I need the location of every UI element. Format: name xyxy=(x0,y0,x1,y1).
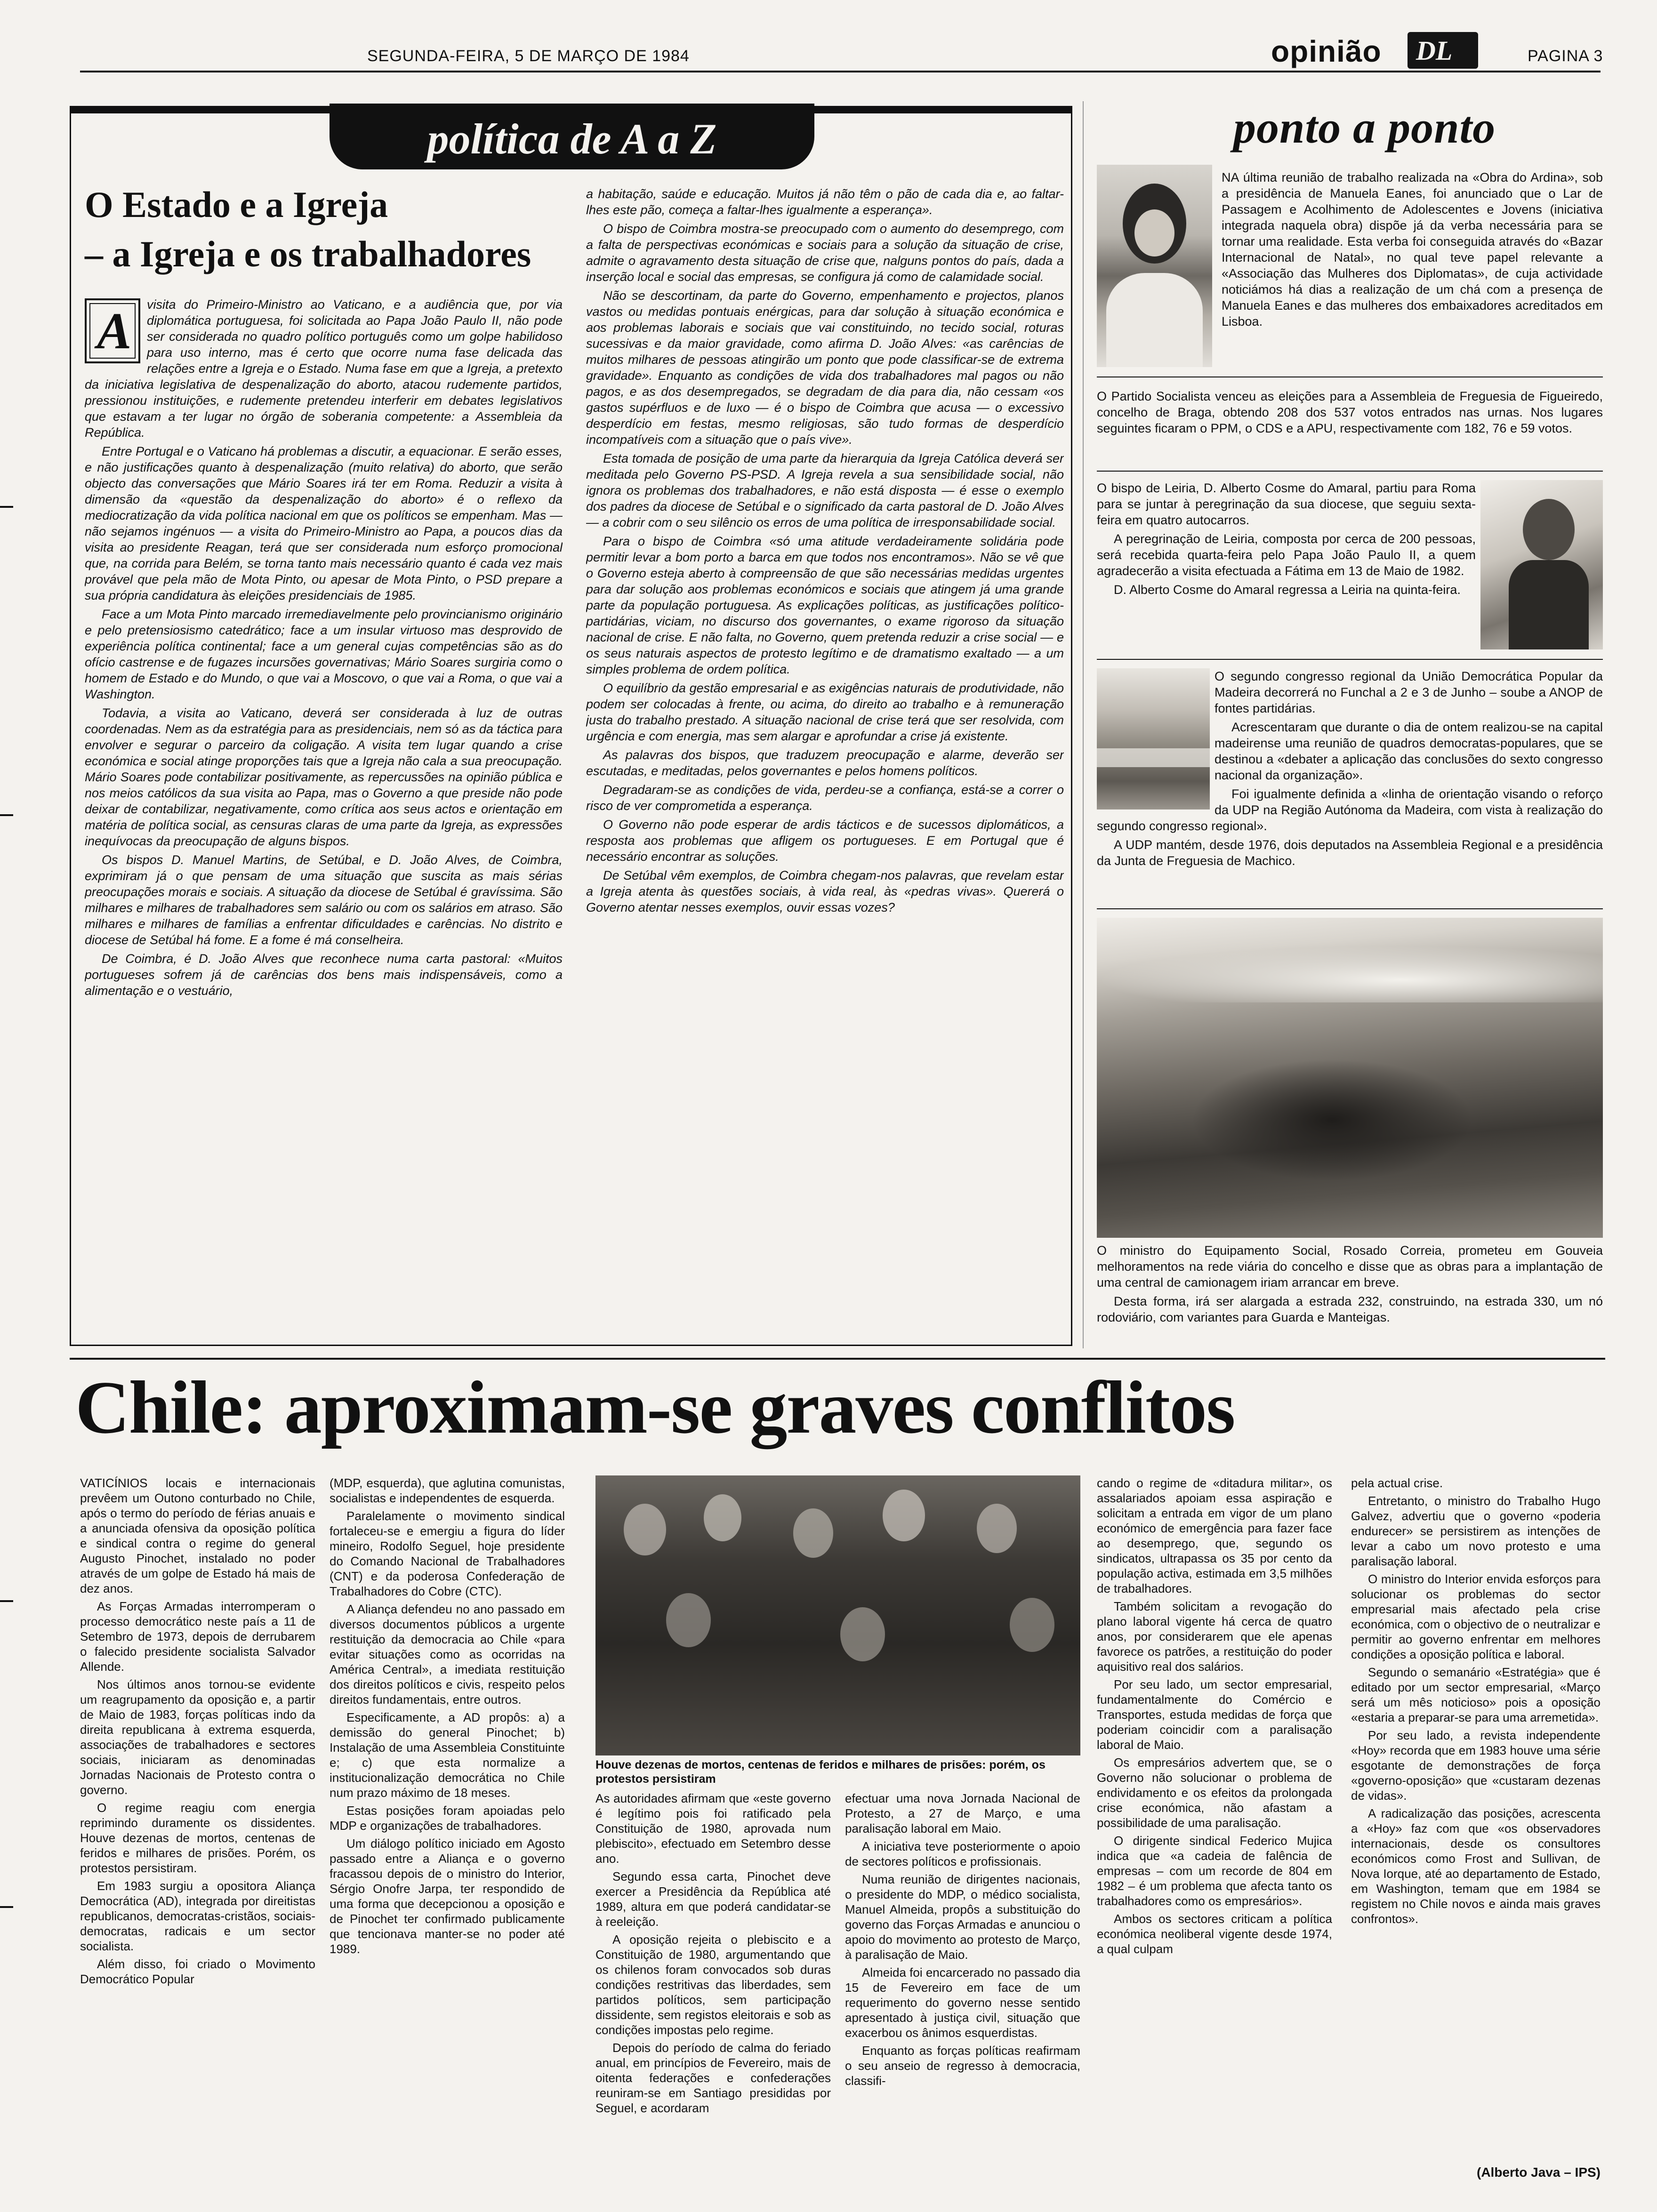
paragraph: As autoridades afirmam que «este governo é legítimo pois foi ratificado pela Constituição de 1980, aprovada num plebiscito», efectuado em Setembro desse ano. xyxy=(595,1791,831,1866)
paragraph: cando o regime de «ditadura militar», os assalariados apoiam essa aspiração e solicitam a entrada em vigor de um plano económico de emergência para fazer face ao desemprego, que, segundo os sindicatos, ultrapassa os 35 por cento da população activa, estimada em 3,5 milhões de trabalhadores. xyxy=(1097,1476,1332,1595)
margin-mark xyxy=(0,1906,13,1908)
paragraph: Almeida foi encarcerado no passado dia 15 de Fevereiro em face de um requerimento do governo nesse sentido apresentado à justiça civil, situação que exacerbou os ânimos esquerdistas. xyxy=(845,1965,1080,2040)
paragraph: Segundo o semanário «Estratégia» que é editado por um sector empresarial, «Março será um mês noticioso» pois a oposição «estaria a preparar-se para uma arremetida». xyxy=(1351,1665,1601,1724)
paragraph: Por seu lado, um sector empresarial, fundamentalmente do Comércio e Transportes, estuda medidas de força que poderiam coincidir com a paralisação laboral de Maio. xyxy=(1097,1677,1332,1752)
chile-headline: Chile: aproximam-se graves conflitos xyxy=(75,1365,1235,1449)
paragraph: De Setúbal vêm exemplos, de Coimbra chegam-nos palavras, que revelam estar a Igreja atenta às questões sociais, à vida real, às «pedras vivas». Quererá o Governo atentar nesses exemplos, ouvir essas vozes? xyxy=(586,868,1064,914)
paragraph: A oposição rejeita o plebiscito e a Constituição de 1980, argumentando que os chilenos foram convocados sob duras condições restritivas das liberdades, sem partidos políticos, sem participação dissidente, sem registos eleitorais e sob as condições impostas pelo regime. xyxy=(595,1932,831,2037)
paragraph: O Governo não pode esperar de ardis tácticos e de sucessos diplomáticos, a resposta aos problemas que afligem os portugueses. E em Portugal que é necessário encontrar as soluções. xyxy=(586,817,1064,864)
logo-text: DL xyxy=(1416,35,1453,66)
newspaper-logo xyxy=(1408,32,1478,69)
paragraph: O dirigente sindical Federico Mujica indica que «a cadeia de falência de empresas – com um recorde de 804 em 1982 – é um problema que afecta tanto os trabalhadores como os empresários». xyxy=(1097,1834,1332,1908)
ponto-item-4 xyxy=(1097,668,1603,904)
paragraph: A radicalização das posições, acrescenta a «Hoy» faz com que «os observadores internacionais, desde os consultores económicos como Frost and Sullivan, de Nova Iorque, até ao departamento de Estado, em Washington, temam que em 1984 se registem no Chile novos e ainda mais graves confrontos». xyxy=(1351,1806,1601,1926)
politica-right-column xyxy=(586,186,1064,1339)
politica-banner-text: política de A a Z xyxy=(427,115,717,163)
paragraph: O Partido Socialista venceu as eleições para a Assembleia de Freguesia de Figueiredo, concelho de Braga, obtendo 208 dos 537 votos entrados nas urnas. Nos lugares seguintes ficaram o PPM, o CDS e a APU, respectivamente com 182, 76 e 59 votos. xyxy=(1097,389,1603,435)
paragraph: Especificamente, a AD propôs: a) a demissão do general Pinochet; b) Instalação de uma Assembleia Constituinte e; c) que esta normalize a institucionalização democrática no Chile num prazo máximo de 18 meses. xyxy=(330,1710,565,1800)
paragraph: Um diálogo político iniciado em Agosto passado entre a Aliança e o governo fracassou depois de o ministro do Interior, Sérgio Onofre Jarpa, ter respondido de uma forma que decepcionou a oposição e de Pinochet ter confirmado publicamente que tencionava manter-se no poder até 1989. xyxy=(330,1836,565,1956)
ponto-banner: ponto a ponto xyxy=(1233,102,1496,152)
margin-mark xyxy=(0,814,13,816)
divider xyxy=(1097,471,1603,472)
ponto-item-1 xyxy=(1222,169,1603,367)
paragraph: Os bispos D. Manuel Martins, de Setúbal, e D. João Alves, de Coimbra, exprimiram já o que pensam de uma situação que suscita as mais sérias preocupações morais e sociais. A situação da diocese de Setúbal é gravíssima. São milhares e milhares de trabalhadores sem salário ou com os salários em atraso. São milhares e milhares de famílias a enfrentar dificuldades e carências. No distrito e diocese de Setúbal há fome. E a fome é má conselheira. xyxy=(85,853,563,947)
gouveia-landscape-photo xyxy=(1097,918,1603,1238)
bishop-photo xyxy=(1480,480,1603,649)
chile-byline: (Alberto Java – IPS) xyxy=(1477,2165,1601,2180)
divider xyxy=(1097,659,1603,660)
paragraph: Acrescentaram que durante o dia de ontem realizou-se na capital madeirense uma reunião de quadros democratas-populares, que se destinou a «debater a aplicação das conclusões do sexto congresso nacional da organização». xyxy=(1215,720,1603,782)
paragraph: As palavras dos bispos, que traduzem preocupação e alarme, deverão ser escutadas, e meditadas, pelos governantes e pelos homens políticos. xyxy=(586,748,1064,778)
paragraph: pela actual crise. xyxy=(1351,1476,1443,1490)
paragraph: Estas posições foram apoiadas pelo MDP e organizações de trabalhadores. xyxy=(330,1803,565,1833)
ponto-item-2 xyxy=(1097,388,1603,468)
paragraph: efectuar uma nova Jornada Nacional de Protesto, a 27 de Março, e uma paralisação laboral em Maio. xyxy=(845,1791,1080,1835)
margin-mark xyxy=(0,1600,13,1602)
paragraph: O equilíbrio da gestão empresarial e as exigências naturais de produtividade, não podem ser colocadas à frente, ou acima, do direito ao trabalho e à remuneração justa do trabalho prestado. A situação nacional de crise terá que ser resolvida, com urgência e com energia, mas sem alargar e aprofundar a crise já existente. xyxy=(586,681,1064,743)
paragraph: Paralelamente o movimento sindical fortaleceu-se e emergiu a figura do líder mineiro, Rodolfo Seguel, hoje presidente do Comando Nacional de Trabalhadores (CNT) e da poderosa Confederação de Trabalhadores do Cobre (CTC). xyxy=(330,1509,565,1598)
chile-column-1 xyxy=(80,1475,315,2200)
protest-photo-caption: Houve dezenas de mortos, centenas de feridos e milhares de prisões: porém, os protestos persistiram xyxy=(595,1758,1046,1786)
paragraph: Numa reunião de dirigentes nacionais, o presidente do MDP, o médico socialista, Manuel Almeida, propôs a substituição do governo das Forças Armadas e anunciou o apoio do movimento ao protesto de Março, à paralisação de Maio. xyxy=(845,1872,1080,1962)
paragraph: Esta tomada de posição de uma parte da hierarquia da Igreja Católica deverá ser meditada pelo Governo PS-PSD. A Igreja revela a sua sensibilidade social, não ignora os problemas dos trabalhadores, e não está disposta — é esse o exemplo dos padres da diocese de Setúbal e o significado da carta pastoral de D. João Alves — a cobrir com o seu silêncio os erros de uma política de irresponsabilidade social. xyxy=(586,451,1064,529)
protest-photo xyxy=(595,1475,1080,1755)
paragraph: O segundo congresso regional da União Democrática Popular da Madeira decorrerá no Funchal a 2 e 3 de Junho – soube a ANOP de fontes partidárias. xyxy=(1215,669,1603,715)
paragraph: Também solicitam a revogação do plano laboral vigente há cerca de quatro anos, por considerarem que ele apenas favorece os patrões, a restituição do poder aquisitivo real dos salários. xyxy=(1097,1599,1332,1674)
divider xyxy=(1097,908,1603,909)
paragraph: O regime reagiu com energia reprimindo duramente os dissidentes. Houve dezenas de mortos, centenas de feridos e milhares de prisões. Porém, os protestos persistiram. xyxy=(80,1801,315,1875)
paragraph: Por seu lado, a revista independente «Hoy» recorda que em 1983 houve uma série esgotante de demonstrações de força «governo-oposição» que «custaram dezenas de vidas». xyxy=(1351,1728,1601,1803)
margin-mark xyxy=(0,506,13,508)
masthead xyxy=(0,0,1657,71)
paragraph: O ministro do Equipamento Social, Rosado Correia, prometeu em Gouveia melhoramentos na rede viária do concelho e disse que as obras para a implantação de uma central de camionagem iriam arrancar em breve. xyxy=(1097,1243,1603,1290)
paragraph: Todavia, a visita ao Vaticano, deverá ser considerada à luz de outras coordenadas. Nem as da estratégia para as presidenciais, nem só as da táctica para envolver e segurar o parceiro da coligação. A visita tem lugar quando a crise económica e social atinge proporções tais que a Igreja não cala a sua preocupação. Mário Soares pode contabilizar positivamente, as repercussões na opinião pública e nos meios católicos da sua visita ao Papa, mas o Governo a que preside não pode deixar de contabilizar, negativamente, como crítica aos seus actos e orientação em matéria de política social, as censuras claras de uma parte da Igreja, as expressões inequívocas da preocupação de alguns bispos. xyxy=(85,706,563,848)
section-title: opinião xyxy=(1271,34,1382,68)
chile-column-3 xyxy=(595,1791,831,2200)
paragraph: visita do Primeiro-Ministro ao Vaticano, e a audiência que, por via diplomática portuguesa, foi solicitada ao Papa João Paulo II, não pode ser considerada no quadro político português como um golpe habilidoso para uso interno, mas é certo que ocorre numa fase delicada das relações entre a Igreja e o Estado. Numa fase em que a Igreja, a pretexto da iniciativa legislativa de despenalização do aborto, atacou rudemente partidos, pressionou instituições, e rudemente pretendeu interferir em debates legislativos que estavam a ter lugar no órgão de soberania competente: a Assembleia da República. xyxy=(85,297,563,440)
paragraph: A peregrinação de Leiria, composta por cerca de 200 pessoas, será recebida quarta-feira pelo Papa João Paulo II, a quem agradecerão a visita efectuada a Fátima em 13 de Maio de 1982. xyxy=(1097,532,1476,578)
paragraph: A Aliança defendeu no ano passado em diversos documentos públicos a urgente restituição da democracia ao Chile «para evitar situações como as ocorridas na América Central», a imediata restituição dos direitos políticos e civis, respeito pelos direitos fundamentais, entre outros. xyxy=(330,1602,565,1707)
paragraph: Enquanto as forças políticas reafirmam o seu anseio de regresso à democracia, classifi- xyxy=(845,2044,1080,2088)
paragraph: Os empresários advertem que, se o Governo não solucionar o problema de endividamento e os efeitos da prolongada crise económica, não afastam a possibilidade de uma paralisação. xyxy=(1097,1755,1332,1830)
paragraph: O ministro do Interior envida esforços para solucionar os problemas do sector empresarial mais afectado pela crise económica, com o objectivo de o neutralizar e permitir ao governo enfrentar em melhores condições a oposição política e laboral. xyxy=(1351,1572,1601,1661)
paragraph: D. Alberto Cosme do Amaral regressa a Leiria na quinta-feira. xyxy=(1114,583,1461,597)
paragraph: NA última reunião de trabalho realizada na «Obra do Ardina», sob a presidência de Manuela Eanes, foi anunciado que o Lar de Passagem e Acolhimento de Adolescentes e Jovens (iniciativa integrada naquela obra) dispõe já da verba necessária para se tornar uma realidade. Esta verba foi conseguida através do «Bazar Internacional de Natal», no qual teve papel relevante a «Associação das Mulheres dos Diplomatas», de cuja actividade noticiámos há dias a realização de um chá com a presença de Manuela Eanes e das mulheres dos embaixadores acreditados em Lisboa. xyxy=(1222,170,1603,329)
paragraph: Face a um Mota Pinto marcado irremediavelmente pelo provincianismo originário e pelo pretensiosismo catedrático; face a um insular virtuoso mas desprovido de experiência política continental; face a um general cujas competências são as do ofício castrense e de fugazes incursões governativas; Mário Soares surgiria como o homem de Estado e do Mundo, o que vai a Moscovo, o que vai a Roma, o que vai a Washington. xyxy=(85,607,563,701)
paragraph: O bispo de Coimbra mostra-se preocupado com o aumento do desemprego, com a falta de perspectivas económicas e sociais para a solução da situação de crise, admite o agravamento desta situação de crise que, nalguns pontos do país, dada a inserção local e social das empresas, se configura já como de calamidade social. xyxy=(586,222,1064,284)
paragraph: Entre Portugal e o Vaticano há problemas a discutir, a equacionar. E serão esses, e não justificações quanto à despenalização (muito relativa) do aborto, que serão objecto das conversações que Mário Soares irá ter em Roma. Reduzir a visita à dimensão da «questão da despenalização do aborto» é o reflexo da mediocratização da vida política nacional em que os políticos se empenham. Mas — não sejamos ingénuos — a visita do Primeiro-Ministro ao Papa, a poucos dias da visita ao presidente Reagan, terá que ser considerada num esforço promocional que, na corrida para Belém, se torna tanto mais necessário quanto é cada vez mais provável que pela mão de Mota Pinto, ou apesar de Mota Pinto, o PSD prepare a sua própria candidatura às eleições presidenciais de 1985. xyxy=(85,444,563,602)
chile-column-5 xyxy=(1097,1475,1332,2200)
politica-headline-2: – a Igreja e os trabalhadores xyxy=(85,233,531,274)
paragraph: Além disso, foi criado o Movimento Democrático Popular xyxy=(80,1957,315,1986)
paragraph: VATICÍNIOS locais e internacionais prevêem um Outono conturbado no Chile, após o termo do período de férias anuais e a anunciada ofensiva da oposição política e sindical contra o regime do general Augusto Pinochet, instalado no poder através de um golpe de Estado há mais de dez anos. xyxy=(80,1476,315,1595)
chile-column-4 xyxy=(845,1791,1080,2200)
paragraph: Segundo essa carta, Pinochet deve exercer a Presidência da República até 1989, altura em que poderá candidatar-se à reeleição. xyxy=(595,1869,831,1929)
paragraph: Foi igualmente definida a «linha de orientação visando o reforço da UDP na Região Autónoma da Madeira, com vista à realização do segundo congresso regional». xyxy=(1097,787,1603,833)
paragraph: Ambos os sectores criticam a política económica neoliberal vigente desde 1974, a qual culpam xyxy=(1097,1912,1332,1956)
dropcap-letter: A xyxy=(97,302,132,360)
paragraph: (MDP, esquerda), que aglutina comunistas, socialistas e independentes de esquerda. xyxy=(330,1476,565,1505)
paragraph: Em 1983 surgiu a opositora Aliança Democrática (AD), integrada por direitistas republicanos, democratas-cristãos, sociais-democratas, radicais e um sector socialista. xyxy=(80,1879,315,1953)
ponto-item-5 xyxy=(1097,1242,1603,1341)
paragraph: De Coimbra, é D. João Alves que reconhece numa carta pastoral: «Muitos portugueses sofrem já de carências dos bens mais indispensáveis, como a alimentação e o vestuário, xyxy=(85,952,563,998)
politica-headline-1: O Estado e a Igreja xyxy=(85,184,388,225)
paragraph: Entretanto, o ministro do Trabalho Hugo Galvez, advertiu que o governo «poderia endurecer» se persistirem as intenções de levar a cabo um novo protesto e uma paralisação laboral. xyxy=(1351,1494,1601,1568)
paragraph: Desta forma, irá ser alargada a estrada 232, construindo, na estrada 330, um nó rodoviário, com variantes para Guarda e Manteigas. xyxy=(1097,1294,1603,1324)
chile-column-2 xyxy=(330,1475,565,2200)
chile-top-rule xyxy=(70,1358,1605,1360)
paragraph: A iniciativa teve posteriormente o apoio de sectores políticos e profissionais. xyxy=(845,1839,1080,1868)
politica-banner xyxy=(330,104,814,169)
masthead-date: SEGUNDA-FEIRA, 5 DE MARÇO DE 1984 xyxy=(367,47,690,65)
dropcap-box xyxy=(85,298,140,363)
ponto-item-3 xyxy=(1097,480,1476,659)
paragraph: a habitação, saúde e educação. Muitos já não têm o pão de cada dia e, ao faltar-lhes este pão, começa a faltar-lhes igualmente a esperança». xyxy=(586,187,1064,217)
chile-column-6 xyxy=(1351,1475,1601,2153)
paragraph: Depois do período de calma do feriado anual, em princípios de Fevereiro, mais de oitenta federações e confederações reuniram-se em Santiago presididas por Seguel, e acordaram xyxy=(595,2041,831,2115)
paragraph: Para o bispo de Coimbra «só uma atitude verdadeiramente solidária pode permitir levar a bom porto a barca em que todos nos encontramos». Não se vê que o Governo esteja aberto à compreensão de que são necessárias medidas urgentes para dar solução aos problemas económicos e sociais que atingem já uma grande parte da população portuguesa. As explicações políticas, as justificações político-partidárias, viciam, no discurso dos governantes, o exame rigoroso da situação nacional de crise. E não falta, no Governo, quem pretenda reduzir a crise social — e os seus naturais aspectos de protesto legítimo e de dramatismo exaltado — a um simples problema de ordem política. xyxy=(586,534,1064,676)
manuela-eanes-photo xyxy=(1097,165,1212,367)
politica-left-column xyxy=(85,297,563,1339)
paragraph: O bispo de Leiria, D. Alberto Cosme do Amaral, partiu para Roma para se juntar à peregrinação da sua diocese, que seguiu sexta-feira em quatro autocarros. xyxy=(1097,481,1476,527)
paragraph: Degradaram-se as condições de vida, perdeu-se a confiança, está-se a correr o risco de ver comprometida a esperança. xyxy=(586,783,1064,813)
page-number: PAGINA 3 xyxy=(1528,47,1603,65)
paragraph: Nos últimos anos tornou-se evidente um reagrupamento da oposição e, a partir de Maio de 1983, forças políticas indo da direita republicana à extrema esquerda, associações de trabalhadores e sectores sociais, iniciaram as denominadas Jornadas Nacionais de Protesto contra o governo. xyxy=(80,1677,315,1797)
paragraph: Não se descortinam, da parte do Governo, empenhamento e projectos, planos vastos ou medidas pontuais enérgicas, para dar solução à situação económica e aos problemas laborais e sociais que vai constituindo, no tecido social, roturas sucessivas e da maior gravidade, como afirma D. João Alves: «as carências de muitos milhares de pessoas atingirão um ponto que pode classificar-se de extrema gravidade». Enquanto as condições de vida dos trabalhadores mal pagos ou não pagos, e as dos desempregados, se degradam de dia para dia, não cessam «os gastos supérfluos e de luxo — é o bispo de Coimbra que acusa — o excessivo desperdício em festas, mesmo religiosas, são tudo formas de desperdício incompatíveis com a situação que o país vive». xyxy=(586,289,1064,447)
paragraph: As Forças Armadas interromperam o processo democrático neste país a 11 de Setembro de 1973, depois de derrubarem o falecido presidente socialista Salvador Allende. xyxy=(80,1599,315,1674)
masthead-rule xyxy=(80,71,1601,72)
ponto-column-rule xyxy=(1083,101,1084,1348)
paragraph: A UDP mantém, desde 1976, dois deputados na Assembleia Regional e a presidência da Junta de Freguesia de Machico. xyxy=(1097,838,1603,868)
